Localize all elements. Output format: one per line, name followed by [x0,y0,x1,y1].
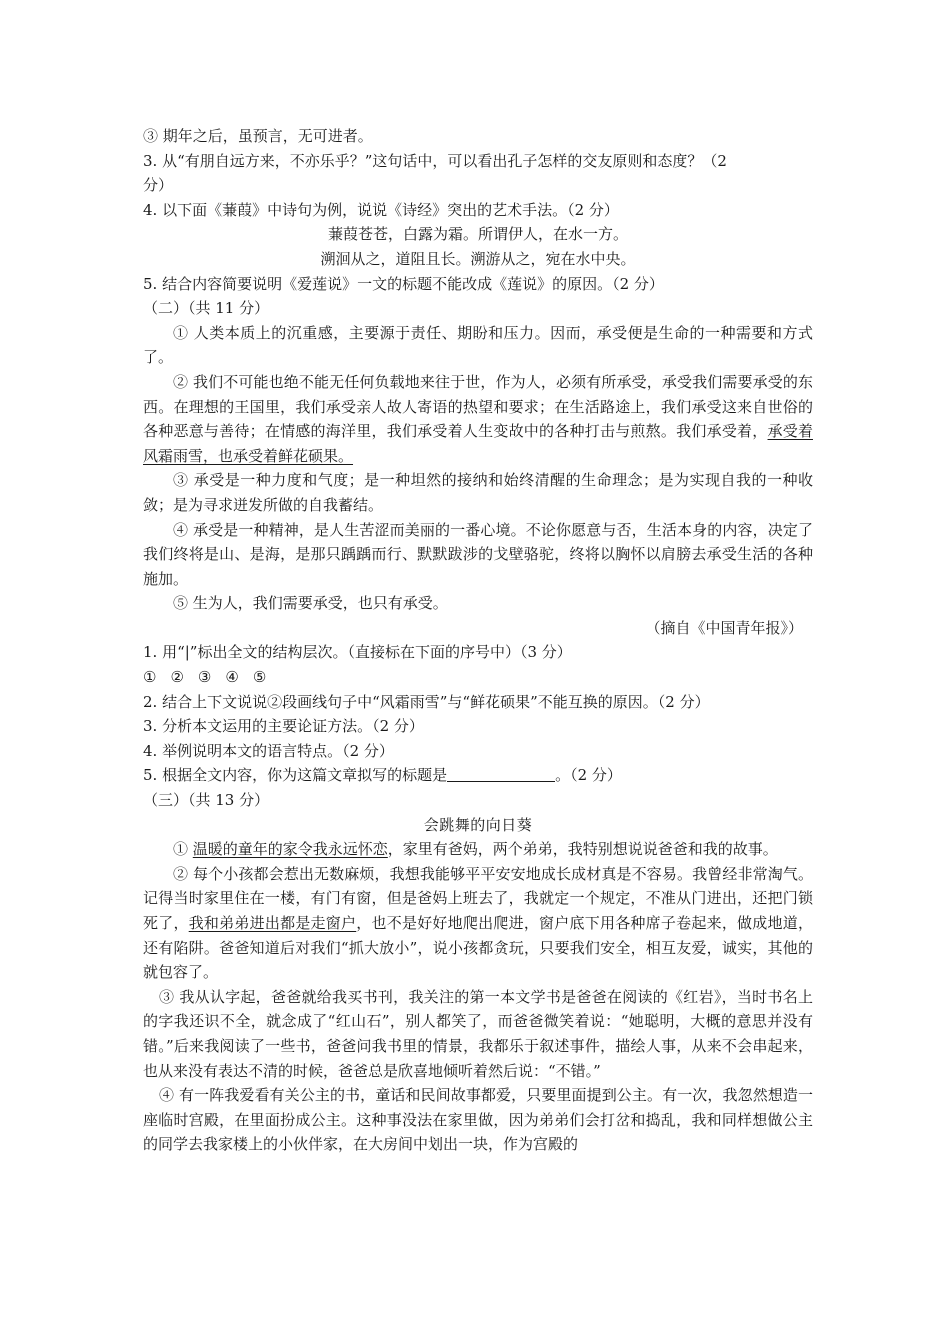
structure-sequence [143,665,813,690]
section-2-question-3: 3. 分析本文运用的主要论证方法。（2 分） [143,717,424,736]
sequence-mark-4[interactable]: ④ [225,668,239,687]
section-2-question-2: 2. 结合上下文说说②段画线句子中“风霜雨雪”与“鲜花硕果”不能互换的原因。（2 分） [143,692,710,711]
underlined-phrase-2: 我和弟弟进出都是走窗户 [188,914,357,932]
article-title: 会跳舞的向日葵 [423,815,533,834]
question-5-prompt: 5. 根据全文内容，你为这篇文章拟写的标题是 [143,766,448,785]
question-3-line-1: 3. 从“有朋自远方来，不亦乐乎？”这句话中，可以看出孔子怎样的交友原则和态度？（2 [143,151,727,170]
section-2-paragraph-3: ③ 承受是一种力度和气度；是一种坦然的接纳和始终清醒的生命理念；是为实现自我的一种收敛；是为寻求迸发所做的自我蓄结。 [143,471,813,514]
sequence-mark-1[interactable]: ① [143,668,157,687]
question-5-points: 。（2 分） [555,766,622,785]
title-answer-blank[interactable] [447,766,555,782]
sequence-mark-2[interactable]: ② [170,668,184,687]
paragraph-2-end: ，也不是好好地爬出爬进，窗户底下用各种席子卷起来，做成地道，还有陷阱。爸爸知道后对我们“抓大放小”，说小孩都贪玩，只要我们安全，相互友爱，诚实，其他的就包容了。 [143,914,813,982]
source-citation: （摘自《中国青年报》） [645,618,803,637]
poem-line-2: 溯洄从之，道阻且长。溯游从之，宛在水中央。 [320,249,636,268]
section-3-paragraph-2 [143,862,813,985]
section-3-paragraph-3: ③ 我从认字起，爸爸就给我买书刊，我关注的第一本文学书是爸爸在阅读的《红岩》，当时书名上的字我还识不全，就念成了“红山石”，别人都笑了，而爸爸微笑着说：“她聪明，大概的意思并没有错。”后来我阅读了一些书，爸爸问我书里的情景，我都乐于叙述事件，描绘人事，从来不会串起来，也从来没有表达不清的时候，爸爸总是欣喜地倾听着然后说：“不错。” [143,987,813,1080]
paragraph-2-start: ② 每个小孩都会惹出无数麻烦，我想我能够平平安安地成长成材真是不容易。我曾经非常淘气。记得当时家里住在一楼，有门有窗，但是爸妈上班去了，我就定一个规定，不准从门进出，还把门锁死了， [143,864,813,932]
sequence-mark-3[interactable]: ③ [197,668,212,687]
section-2-question-1: 1. 用“|”标出全文的结构层次。（直接标在下面的序号中）（3 分） [143,643,572,662]
paragraph-2-text: ② 我们不可能也绝不能无任何负载地来往于世，作为人，必须有所承受，承受我们需要承受的东西。在理想的王国里，我们承受亲人故人寄语的热望和要求；在生活路途上，我们承受这来自世俗的各种恶意与善待；在情感的海洋里，我们承受着人生变故中的各种打击与煎熬。我们承受着， [143,372,813,441]
section-2-paragraph-4: ④ 承受是一种精神，是人生苦涩而美丽的一番心境。不论你愿意与否，生活本身的内容，决定了我们终将是山、是海，是那只踽踽而行、默默跋涉的戈壁骆驼，终将以胸怀以肩膀去承受生活的各种施加。 [143,520,813,588]
section-2-question-5 [143,763,813,788]
question-3-line-2: 分） [143,176,174,195]
document-page [143,124,813,1157]
section-2-header: （二）（共 11 分） [143,299,270,318]
underlined-sentence: 承受着风霜雨雪，也承受着鲜花硕果。 [143,422,813,465]
paragraph-1-rest: ，家里有爸妈，两个弟弟，我特别想说说爸爸和我的故事。 [387,840,778,859]
sequence-mark-5[interactable]: ⑤ [252,668,267,687]
underlined-phrase-1: 温暖的童年的家令我永远怀恋 [192,840,388,859]
question-5: 5. 结合内容简要说明《爱莲说》一文的标题不能改成《莲说》的原因。（2 分） [143,274,664,293]
section-2-question-4: 4. 举例说明本文的语言特点。（2 分） [143,741,394,760]
section-3-header: （三）（共 13 分） [143,791,270,810]
section-3-paragraph-1: ① 温暖的童年的家令我永远怀恋，家里有爸妈，两个弟弟，我特别想说说爸爸和我的故事。 [173,840,778,859]
section-3-paragraph-4: ④ 有一阵我爱看有关公主的书，童话和民间故事都爱，只要里面提到公主。有一次，我忽然想造一座临时宫殿，在里面扮成公主。这种事没法在家里做，因为弟弟们会打岔和捣乱，我和同样想做公主的同学去我家楼上的小伙伴家，在大房间中划出一块，作为宫殿的 [143,1086,813,1154]
question-4: 4. 以下面《蒹葭》中诗句为例，说说《诗经》突出的艺术手法。（2 分） [143,200,619,219]
classical-item-3: ③ 期年之后，虽预言，无可进者。 [143,127,373,145]
section-2-paragraph-2 [143,370,813,468]
section-2-paragraph-5: ⑤ 生为人，我们需要承受，也只有承受。 [173,594,448,613]
section-2-paragraph-1: ① 人类本质上的沉重感，主要源于责任、期盼和压力。因而，承受便是生命的一种需要和方式了。 [143,323,813,367]
poem-line-1: 蒹葭苍苍，白露为霜。所谓伊人，在水一方。 [327,225,628,244]
